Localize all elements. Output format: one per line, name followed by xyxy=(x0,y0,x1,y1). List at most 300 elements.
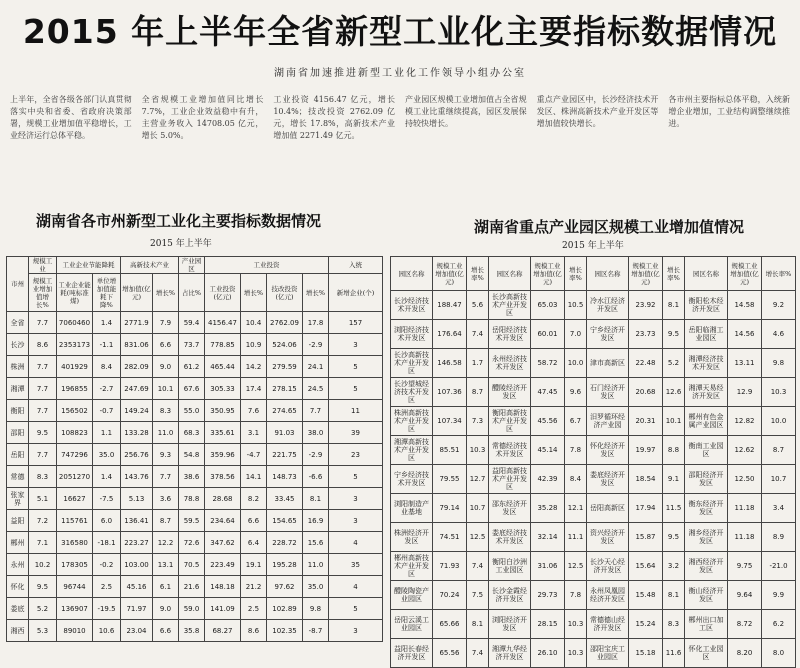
table-row xyxy=(7,554,383,576)
table-cell: 衡阳松木经济开发区 xyxy=(685,291,728,320)
table-cell: 7.9 xyxy=(153,312,179,334)
col-header-park: 园区名称 xyxy=(489,257,531,291)
table-cell: 97.62 xyxy=(267,576,303,598)
table-cell: 3.2 xyxy=(663,552,685,581)
table-cell: 5 xyxy=(329,598,383,620)
table-cell: 15.24 xyxy=(629,610,663,639)
article-column: 各市州主要指标总体平稳，入统新增企业增加，工业结构调整继续推进。 xyxy=(668,95,790,128)
table-cell: 怀化工业园区 xyxy=(685,639,728,668)
table-cell: 益阳长春经济开发区 xyxy=(391,639,433,668)
table-cell: 郴州出口加工区 xyxy=(685,610,728,639)
col-group-scale: 规模工业 xyxy=(29,257,57,274)
table-cell: 149.24 xyxy=(121,400,153,422)
table-cell: 岳阳临湘工业园区 xyxy=(685,320,728,349)
col-header: 技改投资(亿元) xyxy=(267,274,303,312)
table-row xyxy=(7,334,383,356)
table-cell: 524.06 xyxy=(267,334,303,356)
table-cell: 岳阳 xyxy=(7,444,29,466)
table-cell: 141.09 xyxy=(205,598,241,620)
table-cell: 8.1 xyxy=(663,581,685,610)
table-cell: 2051270 xyxy=(57,466,93,488)
table-cell: 115761 xyxy=(57,510,93,532)
table-cell: 247.69 xyxy=(121,378,153,400)
table-cell: 316580 xyxy=(57,532,93,554)
table-cell: 747296 xyxy=(57,444,93,466)
table-cell: 228.72 xyxy=(267,532,303,554)
table-row xyxy=(391,349,796,378)
table-cell: 9.0 xyxy=(153,598,179,620)
table-cell: 11.18 xyxy=(728,494,762,523)
table-cell: 5.3 xyxy=(29,620,57,642)
table-row xyxy=(391,291,796,320)
table-cell: 9.5 xyxy=(663,523,685,552)
table-cell: 5 xyxy=(329,356,383,378)
table-cell: 6.6 xyxy=(241,510,267,532)
table-cell: 12.1 xyxy=(565,494,587,523)
table-row xyxy=(391,523,796,552)
table-cell: 8.7 xyxy=(153,510,179,532)
table-cell: 衡阳 xyxy=(7,400,29,422)
table-cell: 10.9 xyxy=(241,334,267,356)
table-cell: 8.6 xyxy=(29,334,57,356)
table-row xyxy=(7,422,383,444)
col-group-share: 产业园区 xyxy=(179,257,205,274)
table-cell: 13.11 xyxy=(728,349,762,378)
table-cell: 178305 xyxy=(57,554,93,576)
table-cell: 347.62 xyxy=(205,532,241,554)
table-cell: -21.0 xyxy=(762,552,796,581)
table-cell: 7.7 xyxy=(153,466,179,488)
table-cell: 5.6 xyxy=(467,291,489,320)
table-cell: 35.0 xyxy=(303,576,329,598)
col-header-city: 市州 xyxy=(7,257,29,312)
table-cell: 10.1 xyxy=(153,378,179,400)
table-cell: 23.73 xyxy=(629,320,663,349)
col-header: 规模工业增加值增长% xyxy=(29,274,57,312)
table-cell: 醴陵经济开发区 xyxy=(489,378,531,407)
table-cell: 15.18 xyxy=(629,639,663,668)
table-cell: 10.2 xyxy=(29,554,57,576)
table-cell: 衡东经济开发区 xyxy=(685,494,728,523)
table-cell: 10.3 xyxy=(565,639,587,668)
table-cell: 8.4 xyxy=(565,465,587,494)
table-cell: 益阳高新技术产业开发区 xyxy=(489,465,531,494)
table-cell: 146.58 xyxy=(433,349,467,378)
table-row xyxy=(7,532,383,554)
table-cell: 娄底 xyxy=(7,598,29,620)
table-cell: 9.9 xyxy=(762,581,796,610)
table-cell: 20.68 xyxy=(629,378,663,407)
table-cell: 2.5 xyxy=(241,598,267,620)
table-cell: 67.6 xyxy=(179,378,205,400)
table-row xyxy=(391,639,796,668)
table-cell: 45.14 xyxy=(531,436,565,465)
table-cell: 24.1 xyxy=(303,356,329,378)
table-cell: 3.6 xyxy=(153,488,179,510)
table-cell: 282.09 xyxy=(121,356,153,378)
table-cell: 59.5 xyxy=(179,510,205,532)
table-cell: 10.5 xyxy=(565,291,587,320)
table-row xyxy=(391,610,796,639)
table-cell: 浏阳制造产业基地 xyxy=(391,494,433,523)
table-cell: 6.1 xyxy=(153,576,179,598)
table-cell: 8.0 xyxy=(762,639,796,668)
byline: 湖南省加速推进新型工业化工作领导小组办公室 xyxy=(274,68,526,79)
table-cell: 5 xyxy=(329,378,383,400)
table-cell: 12.5 xyxy=(565,552,587,581)
table-cell: 长沙高新技术产业开发区 xyxy=(391,349,433,378)
table-cell: 221.75 xyxy=(267,444,303,466)
table-cell: -2.9 xyxy=(303,444,329,466)
table-cell: 娄底经济技术开发区 xyxy=(489,523,531,552)
table-row xyxy=(7,400,383,422)
table-cell: 1.4 xyxy=(93,466,121,488)
table-cell: 1.1 xyxy=(93,422,121,444)
table-cell: 33.45 xyxy=(267,488,303,510)
table-cell: 10.7 xyxy=(762,465,796,494)
col-header-value: 规模工业增加值(亿元) xyxy=(629,257,663,291)
table-cell: 465.44 xyxy=(205,356,241,378)
table-cell: 衡阳白沙洲工业园区 xyxy=(489,552,531,581)
table-cell: 45.16 xyxy=(121,576,153,598)
table-cell: 2762.09 xyxy=(267,312,303,334)
table-cell: 54.8 xyxy=(179,444,205,466)
col-header-growth: 增长率% xyxy=(762,257,796,291)
table-cell: -6.6 xyxy=(303,466,329,488)
table-cell: 9.64 xyxy=(728,581,762,610)
table-cell: 6.2 xyxy=(762,610,796,639)
table-cell: 3 xyxy=(329,488,383,510)
table-cell: 70.5 xyxy=(179,554,205,576)
table-cell: 16.9 xyxy=(303,510,329,532)
article-column: 工业投资 4156.47 亿元，增长 10.4%；技改投资 2762.09 亿元，增长 17.8%，高新技术产业增加值 2271.49 亿元。 xyxy=(273,95,395,140)
table-cell: 79.55 xyxy=(433,465,467,494)
industrial-parks-table xyxy=(390,256,796,668)
table-cell: 29.73 xyxy=(531,581,565,610)
table-cell: 8.6 xyxy=(241,620,267,642)
table-cell: 9.5 xyxy=(663,320,685,349)
table-cell: 8.8 xyxy=(663,436,685,465)
table-cell: 岳阳云溪工业园区 xyxy=(391,610,433,639)
table-row xyxy=(7,312,383,334)
col-header-value: 规模工业增加值(亿元) xyxy=(531,257,565,291)
table-cell: 9.5 xyxy=(29,576,57,598)
table-cell: 12.9 xyxy=(728,378,762,407)
col-header-park: 园区名称 xyxy=(587,257,629,291)
table-cell: 74.51 xyxy=(433,523,467,552)
table-cell: 11.18 xyxy=(728,523,762,552)
table-cell: 7.8 xyxy=(565,436,587,465)
table-row xyxy=(391,552,796,581)
table-cell: 湘潭高新技术产业开发区 xyxy=(391,436,433,465)
table-cell: 4 xyxy=(329,576,383,598)
table-cell: 133.28 xyxy=(121,422,153,444)
table-cell: 7.3 xyxy=(467,407,489,436)
table-cell: 279.59 xyxy=(267,356,303,378)
table-cell: 305.33 xyxy=(205,378,241,400)
table-cell: 2.5 xyxy=(93,576,121,598)
table-cell: 176.64 xyxy=(433,320,467,349)
table-cell: 5.2 xyxy=(29,598,57,620)
table-cell: 4 xyxy=(329,532,383,554)
table-cell: 14.2 xyxy=(241,356,267,378)
table-cell: 永州经济技术开发区 xyxy=(489,349,531,378)
col-header-growth: 增长率% xyxy=(565,257,587,291)
table-row xyxy=(7,620,383,642)
table-cell: 7.7 xyxy=(29,400,57,422)
table-cell: 89010 xyxy=(57,620,93,642)
table-cell: 永州凤凰园经济开发区 xyxy=(587,581,629,610)
table-cell: 资兴经济开发区 xyxy=(587,523,629,552)
table-cell: 岳阳经济技术开发区 xyxy=(489,320,531,349)
table-cell: 7.4 xyxy=(467,552,489,581)
col-group-hitech: 高新技术产业 xyxy=(121,257,179,274)
table-cell: 71.97 xyxy=(121,598,153,620)
table-cell: 136907 xyxy=(57,598,93,620)
table-cell: 湘乡经济开发区 xyxy=(685,523,728,552)
table-cell: 6.7 xyxy=(565,407,587,436)
article-column: 产业园区规模工业增加值占全省规模工业比重继续提高，园区发展保持较快增长。 xyxy=(404,95,527,128)
table-cell: -0.7 xyxy=(93,400,121,422)
table-cell: 10.0 xyxy=(565,349,587,378)
table-cell: 邵阳经济开发区 xyxy=(685,465,728,494)
col-header: 工业企业能耗(吨标准煤) xyxy=(57,274,93,312)
table-cell: 13.1 xyxy=(153,554,179,576)
table-cell: 154.65 xyxy=(267,510,303,532)
table-cell: 7.5 xyxy=(467,581,489,610)
table-cell: 7.7 xyxy=(29,312,57,334)
table-cell: 醴陵陶瓷产业园区 xyxy=(391,581,433,610)
table-cell: 107.34 xyxy=(433,407,467,436)
table-cell: 136.41 xyxy=(121,510,153,532)
table-cell: 6.4 xyxy=(241,532,267,554)
table-cell: 常德德山经济开发区 xyxy=(587,610,629,639)
table-cell: 长沙天心经济开发区 xyxy=(587,552,629,581)
table-cell: 11.0 xyxy=(153,422,179,444)
table-cell: 12.7 xyxy=(467,465,489,494)
table-cell: 55.0 xyxy=(179,400,205,422)
table-cell: 9.1 xyxy=(663,465,685,494)
table-cell: 长沙金霞经济开发区 xyxy=(489,581,531,610)
table-cell: 20.31 xyxy=(629,407,663,436)
table2-title: 湖南省重点产业园区规模工业增加值情况 xyxy=(474,218,745,236)
table-cell: 32.14 xyxy=(531,523,565,552)
col-header-growth: 增长率% xyxy=(663,257,685,291)
table-cell: 12.6 xyxy=(663,378,685,407)
table-cell: 91.03 xyxy=(267,422,303,444)
table-cell: 148.73 xyxy=(267,466,303,488)
table-cell: 津市高新区 xyxy=(587,349,629,378)
table-cell: 8.7 xyxy=(762,436,796,465)
table-cell: 11.0 xyxy=(303,554,329,576)
table-cell: 怀化经济开发区 xyxy=(587,436,629,465)
table-cell: 5.2 xyxy=(663,349,685,378)
table-cell: 31.06 xyxy=(531,552,565,581)
table-cell: 7.1 xyxy=(29,532,57,554)
table-cell: 3.4 xyxy=(762,494,796,523)
table-cell: 8.7 xyxy=(467,378,489,407)
table-cell: 11.5 xyxy=(663,494,685,523)
table-row xyxy=(391,465,796,494)
table-cell: 102.35 xyxy=(267,620,303,642)
table1-subtitle: 2015 年上半年 xyxy=(150,239,212,249)
table-row xyxy=(7,598,383,620)
table-row xyxy=(391,378,796,407)
table-cell: 8.1 xyxy=(303,488,329,510)
table-cell: 湘西经济开发区 xyxy=(685,552,728,581)
table-cell: 71.93 xyxy=(433,552,467,581)
table-cell: -18.1 xyxy=(93,532,121,554)
table-cell: 8.3 xyxy=(29,466,57,488)
col-header: 增长% xyxy=(303,274,329,312)
table-cell: 3 xyxy=(329,334,383,356)
table-cell: 株洲经济开发区 xyxy=(391,523,433,552)
table-cell: 35.0 xyxy=(93,444,121,466)
table-cell: 10.3 xyxy=(762,378,796,407)
table-cell: 79.14 xyxy=(433,494,467,523)
table-cell: 衡山经济开发区 xyxy=(685,581,728,610)
table-cell: 35.8 xyxy=(179,620,205,642)
table-cell: 23.92 xyxy=(629,291,663,320)
table-cell: 邵阳宝庆工业园区 xyxy=(587,639,629,668)
table-cell: 73.7 xyxy=(179,334,205,356)
table-cell: 15.48 xyxy=(629,581,663,610)
table-cell: 61.2 xyxy=(179,356,205,378)
table-cell: 3 xyxy=(329,510,383,532)
col-header: 单位增加值能耗下降% xyxy=(93,274,121,312)
table-cell: 湘潭 xyxy=(7,378,29,400)
article-body xyxy=(10,94,790,202)
table-cell: 浏阳经济技术开发区 xyxy=(391,320,433,349)
table-cell: 长沙 xyxy=(7,334,29,356)
table-cell: 196855 xyxy=(57,378,93,400)
table-cell: 35 xyxy=(329,554,383,576)
table-cell: 宁乡经济开发区 xyxy=(587,320,629,349)
table-cell: 22.48 xyxy=(629,349,663,378)
table-cell: 14.1 xyxy=(241,466,267,488)
table1-title: 湖南省各市州新型工业化主要指标数据情况 xyxy=(36,212,322,230)
table-cell: 岳阳高新区 xyxy=(587,494,629,523)
table-cell: -8.7 xyxy=(303,620,329,642)
table-cell: 湘西 xyxy=(7,620,29,642)
table-cell: 9.5 xyxy=(29,422,57,444)
table-cell: 23 xyxy=(329,444,383,466)
table-cell: 148.18 xyxy=(205,576,241,598)
table-cell: 3.1 xyxy=(241,422,267,444)
table-cell: 16627 xyxy=(57,488,93,510)
table-cell: 58.72 xyxy=(531,349,565,378)
table-cell: 8.3 xyxy=(153,400,179,422)
table-cell: -2.9 xyxy=(303,334,329,356)
table-cell: 21.2 xyxy=(241,576,267,598)
table-cell: 143.76 xyxy=(121,466,153,488)
table-row xyxy=(7,510,383,532)
table-cell: 郴州有色金属产业园区 xyxy=(685,407,728,436)
table-cell: -0.2 xyxy=(93,554,121,576)
table-cell: 湘潭天易经济开发区 xyxy=(685,378,728,407)
table-cell: 350.95 xyxy=(205,400,241,422)
table-cell: 23.04 xyxy=(121,620,153,642)
table-cell: 2771.9 xyxy=(121,312,153,334)
table-cell: 8.1 xyxy=(467,610,489,639)
table-cell: 14.56 xyxy=(728,320,762,349)
table-cell: 长沙望城经济技术开发区 xyxy=(391,378,433,407)
table-cell: 35.28 xyxy=(531,494,565,523)
col-header: 增长% xyxy=(241,274,267,312)
article-column: 上半年，全省各级各部门认真贯彻落实中央和省委、省政府决策部署，规模工业增加值平稳增长，工业经济运行总体平稳。 xyxy=(10,95,132,140)
table-cell: 42.39 xyxy=(531,465,565,494)
table-cell: 7.7 xyxy=(29,356,57,378)
table-cell: 株洲高新技术产业开发区 xyxy=(391,407,433,436)
table-cell: -19.5 xyxy=(93,598,121,620)
table-cell: 15.87 xyxy=(629,523,663,552)
table-cell: 39 xyxy=(329,422,383,444)
table-cell: 831.06 xyxy=(121,334,153,356)
table-cell: 10.3 xyxy=(467,436,489,465)
table-cell: 156502 xyxy=(57,400,93,422)
article-column: 全省规模工业增加值同比增长 7.7%，工业企业效益稳中有升，主营业务收入 14708.05 亿元，增长 5.0%。 xyxy=(141,95,264,140)
table-cell: 70.24 xyxy=(433,581,467,610)
table-cell: 11 xyxy=(329,400,383,422)
table-cell: 12.82 xyxy=(728,407,762,436)
table-cell: 223.27 xyxy=(121,532,153,554)
table-cell: 冷水江经济开发区 xyxy=(587,291,629,320)
table-cell: 6.0 xyxy=(93,510,121,532)
table-cell: 10.3 xyxy=(565,610,587,639)
col-header-value: 规模工业增加值(亿元) xyxy=(728,257,762,291)
table-cell: 38.6 xyxy=(179,466,205,488)
table-cell: 5 xyxy=(329,466,383,488)
table-cell: 5.1 xyxy=(29,488,57,510)
table-cell: 7.7 xyxy=(29,444,57,466)
table-cell: 怀化 xyxy=(7,576,29,598)
table-cell: 85.51 xyxy=(433,436,467,465)
table-row xyxy=(391,436,796,465)
table-cell: 28.15 xyxy=(531,610,565,639)
table-cell: 浏阳经济开发区 xyxy=(489,610,531,639)
table-cell: 107.36 xyxy=(433,378,467,407)
table-cell: 59.4 xyxy=(179,312,205,334)
table-cell: 96744 xyxy=(57,576,93,598)
table-cell: 10.6 xyxy=(93,620,121,642)
table-cell: 汨罗循环经济产业园 xyxy=(587,407,629,436)
table-cell: 28.68 xyxy=(205,488,241,510)
col-header-park: 园区名称 xyxy=(391,257,433,291)
table-cell: 8.9 xyxy=(762,523,796,552)
table-cell: 娄底经济开发区 xyxy=(587,465,629,494)
table-cell: 11.6 xyxy=(663,639,685,668)
table-cell: 7.2 xyxy=(29,510,57,532)
table-cell: -2.7 xyxy=(93,378,121,400)
table-cell: 60.01 xyxy=(531,320,565,349)
table-cell: 7.7 xyxy=(29,378,57,400)
col-header-growth: 增长率% xyxy=(467,257,489,291)
table-cell: 188.47 xyxy=(433,291,467,320)
table-cell: 常德经济技术开发区 xyxy=(489,436,531,465)
table-cell: 11.1 xyxy=(565,523,587,552)
table-cell: 5.13 xyxy=(121,488,153,510)
table-cell: 103.00 xyxy=(121,554,153,576)
table-cell: 8.1 xyxy=(663,291,685,320)
table-cell: 株洲 xyxy=(7,356,29,378)
table-cell: 7.6 xyxy=(241,400,267,422)
table-cell: 1.4 xyxy=(93,312,121,334)
table-cell: 195.28 xyxy=(267,554,303,576)
table-cell: 278.15 xyxy=(267,378,303,400)
table-row xyxy=(7,576,383,598)
table-cell: 68.27 xyxy=(205,620,241,642)
table-cell: 65.56 xyxy=(433,639,467,668)
